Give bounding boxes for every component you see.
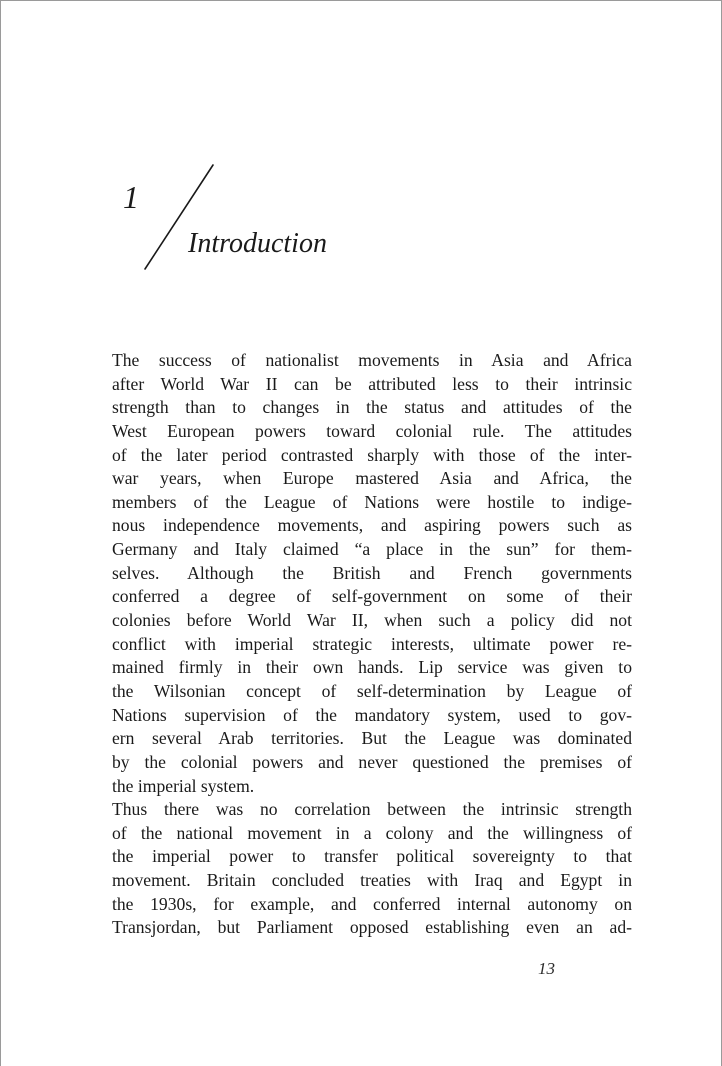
text-line: after World War II can be attributed less to their intrinsic [112,373,632,394]
text-line: colonies before World War II, when such a policy did not [112,610,632,631]
text-line: nous independence movements, and aspiring powers such as [112,515,632,536]
text-line: conferred a degree of self-government on some of their [112,586,632,607]
text-line: Nations supervision of the mandatory system, used to gov- [112,704,632,725]
text-line: members of the League of Nations were hostile to indige- [112,491,632,512]
text-line: the imperial power to transfer political sovereignty to that [112,846,632,867]
text-line: The success of nationalist movements in Asia and Africa [112,350,632,370]
text-line: ern several Arab territories. But the League was dominated [112,728,632,749]
text-line: the 1930s, for example, and conferred internal autonomy on [112,893,632,914]
text-line: the Wilsonian concept of self-determination by League of [112,680,632,701]
text-line: conflict with imperial strategic interests, ultimate power re- [112,633,632,654]
text-line: selves. Although the British and French governments [112,562,632,583]
text-line: of the later period contrasted sharply with those of the inter- [112,444,632,465]
text-line: the imperial system. [112,775,255,796]
text-line: war years, when Europe mastered Asia and Africa, the [112,468,632,489]
text-line: West European powers toward colonial rule. The attitudes [112,420,632,441]
chapter-number: 1 [123,179,139,215]
text-line: Germany and Italy claimed “a place in the sun” for them- [112,539,632,560]
body-text [112,349,632,940]
text-line: strength than to changes in the status and attitudes of the [112,397,632,418]
page-number: 13 [538,959,555,978]
text-line: by the colonial powers and never questioned the premises of [112,751,632,772]
chapter-title: Introduction [188,228,327,259]
text-line: Transjordan, but Parliament opposed establishing even an ad- [112,917,632,938]
text-line: mained firmly in their own hands. Lip service was given to [112,657,632,678]
text-line: of the national movement in a colony and the willingness of [112,822,632,843]
text-line: movement. Britain concluded treaties with Iraq and Egypt in [112,870,632,891]
text-line: Thus there was no correlation between the intrinsic strength [112,799,632,820]
chapter-heading [113,161,473,281]
